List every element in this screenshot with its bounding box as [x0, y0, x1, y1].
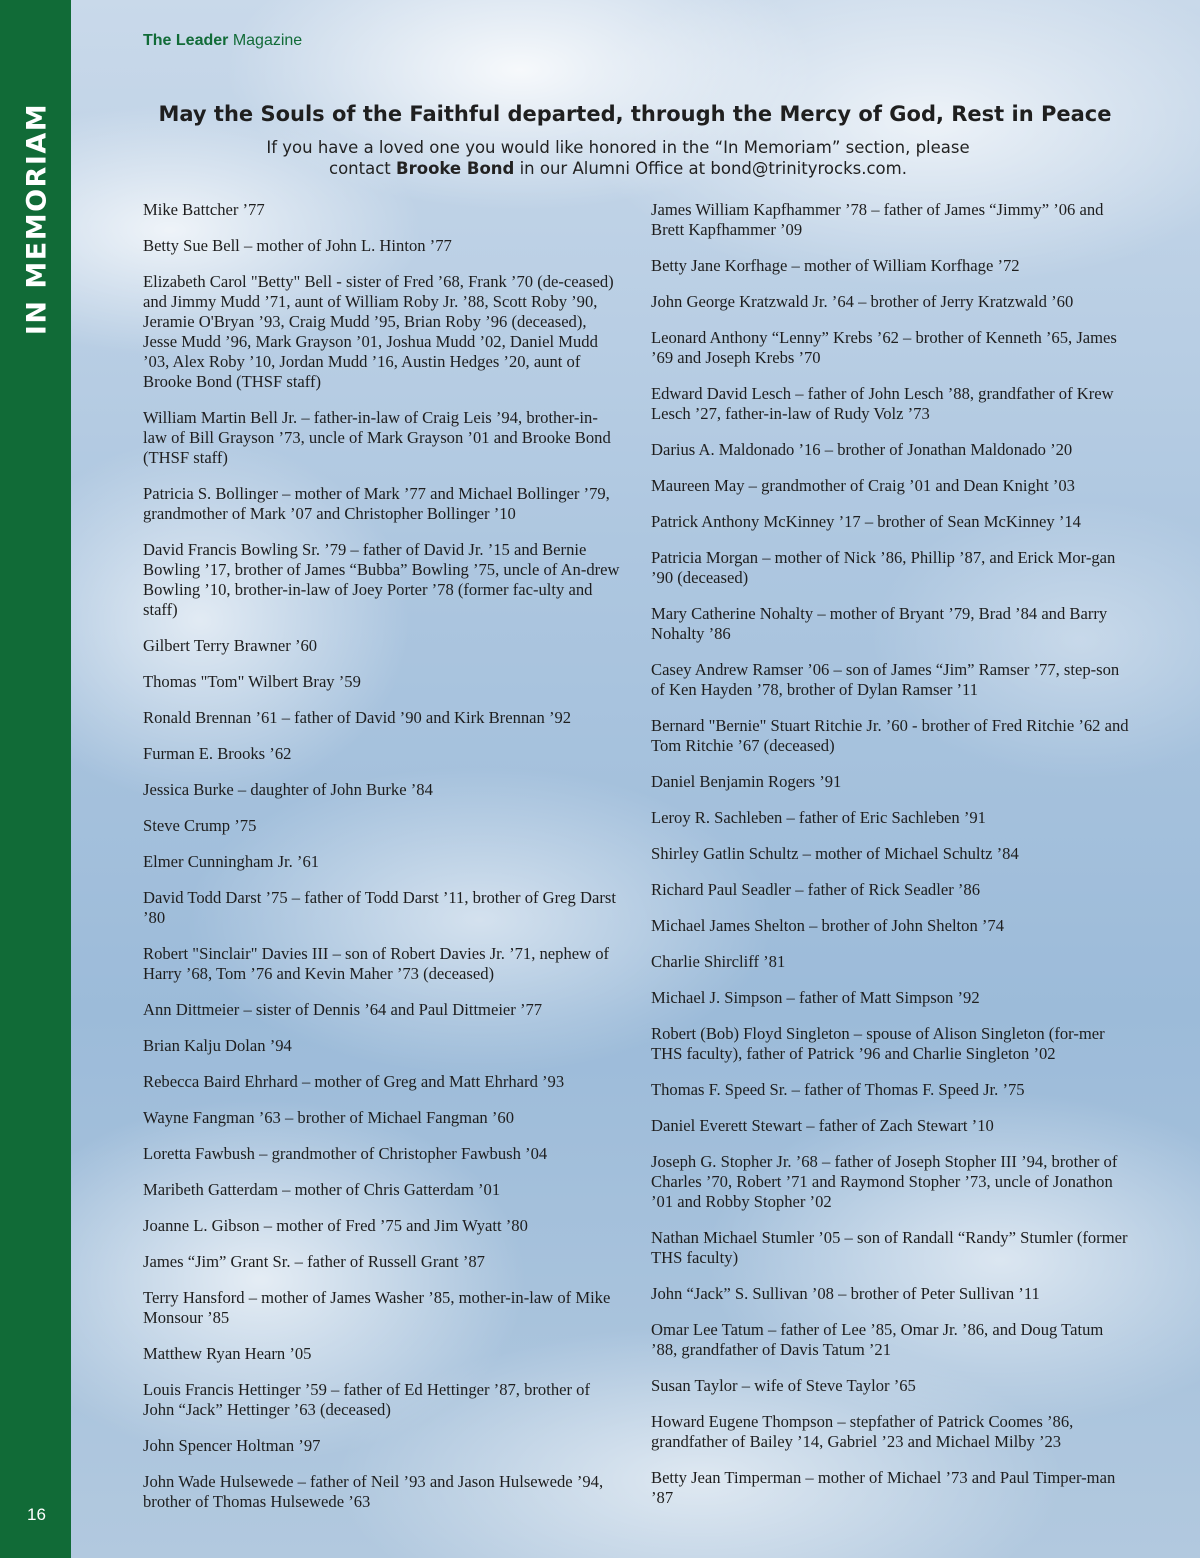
memorial-entry: Mike Battcher ’77 [143, 200, 265, 219]
memorial-entry: Brian Kalju Dolan ’94 [143, 1036, 292, 1055]
memorial-entry: Patricia S. Bollinger – mother of Mark ’77 and Michael Bollinger ’79, grandmother of Mark ’07 and Christopher Bollinger ’10 [143, 484, 610, 523]
memorial-entry: Charlie Shircliff ’81 [651, 952, 786, 971]
memorial-entry: Nathan Michael Stumler ’05 – son of Randall “Randy” Stumler (former THS faculty) [651, 1228, 1128, 1267]
memorial-entry: Maribeth Gatterdam – mother of Chris Gatterdam ’01 [143, 1180, 501, 1199]
memorial-entry: John George Kratzwald Jr. ’64 – brother of Jerry Kratzwald ’60 [651, 292, 1074, 311]
contact-name: Brooke Bond [396, 159, 515, 178]
memorial-entry: Michael James Shelton – brother of John Shelton ’74 [651, 916, 1005, 935]
memorial-entry: Patricia Morgan – mother of Nick ’86, Phillip ’87, and Erick Mor-gan ’90 (deceased) [651, 548, 1116, 587]
memorial-entry: Maureen May – grandmother of Craig ’01 and Dean Knight ’03 [651, 476, 1075, 495]
memorial-list-right [651, 200, 1129, 1524]
intro-line: If you have a loved one you would like honored in the “In Memoriam” section, please [266, 138, 970, 157]
memorial-list-left [143, 200, 621, 1528]
intro-contact-suffix: in our Alumni Office at bond@trinityrocks.com. [519, 159, 907, 178]
intro-paragraph [168, 137, 1068, 179]
memorial-entry: Thomas F. Speed Sr. – father of Thomas F. Speed Jr. ’75 [651, 1080, 1025, 1099]
memorial-entry: Steve Crump ’75 [143, 816, 257, 835]
memorial-entry: Michael J. Simpson – father of Matt Simpson ’92 [651, 988, 980, 1007]
memorial-entry: Joseph G. Stopher Jr. ’68 – father of Joseph Stopher III ’94, brother of Charles ’70, Robert ’71 and Raymond Stopher ’73, uncle of Jonathon ’01 and Robby Stopher ’02 [651, 1152, 1118, 1211]
memorial-entry: Edward David Lesch – father of John Lesch ’88, grandfather of Krew Lesch ’27, father-in-law of Rudy Volz ’73 [651, 384, 1114, 423]
intro-contact-prefix: contact [329, 159, 391, 178]
memorial-entry: John Spencer Holtman ’97 [143, 1436, 321, 1455]
magazine-label: Magazine [232, 32, 303, 49]
page-number: 16 [27, 1505, 46, 1524]
memorial-entry: Thomas "Tom" Wilbert Bray ’59 [143, 672, 361, 691]
memorial-entry: Gilbert Terry Brawner ’60 [143, 636, 318, 655]
memorial-entry: Patrick Anthony McKinney ’17 – brother of Sean McKinney ’14 [651, 512, 1081, 531]
memorial-entry: David Francis Bowling Sr. ’79 – father of David Jr. ’15 and Bernie Bowling ’17, brother of James “Bubba” Bowling ’75, uncle of An-drew Bowling ’10, brother-in-law of Joey Porter ’78 (former fac-ulty and staff) [143, 540, 620, 619]
memorial-entry: Terry Hansford – mother of James Washer ’85, mother-in-law of Mike Monsour ’85 [143, 1288, 611, 1327]
memorial-entry: Betty Jane Korfhage – mother of William Korfhage ’72 [651, 256, 1020, 275]
memorial-entry: William Martin Bell Jr. – father-in-law of Craig Leis ’94, brother-in-law of Bill Grayson ’73, uncle of Mark Grayson ’01 and Brooke Bond (THSF staff) [143, 408, 611, 467]
memorial-entry: Robert (Bob) Floyd Singleton – spouse of Alison Singleton (for-mer THS faculty), father of Patrick ’96 and Charlie Singleton ’02 [651, 1024, 1105, 1063]
memorial-entry: Rebecca Baird Ehrhard – mother of Greg and Matt Ehrhard ’93 [143, 1072, 565, 1091]
memorial-entry: Ann Dittmeier – sister of Dennis ’64 and Paul Dittmeier ’77 [143, 1000, 543, 1019]
memorial-entry: Bernard "Bernie" Stuart Ritchie Jr. ’60 - brother of Fred Ritchie ’62 and Tom Ritchie ’67 (deceased) [651, 716, 1129, 755]
memorial-entry: Shirley Gatlin Schultz – mother of Michael Schultz ’84 [651, 844, 1019, 863]
memorial-entry: Loretta Fawbush – grandmother of Christopher Fawbush ’04 [143, 1144, 548, 1163]
memorial-entry: Howard Eugene Thompson – stepfather of Patrick Coomes ’86, grandfather of Bailey ’14, Gabriel ’23 and Michael Milby ’23 [651, 1412, 1074, 1451]
memorial-entry: James “Jim” Grant Sr. – father of Russell Grant ’87 [143, 1252, 485, 1271]
memorial-entry: Betty Sue Bell – mother of John L. Hinton ’77 [143, 236, 452, 255]
memorial-entry: Louis Francis Hettinger ’59 – father of Ed Hettinger ’87, brother of John “Jack” Hettinger ’63 (deceased) [143, 1380, 590, 1419]
memorial-entry: Leonard Anthony “Lenny” Krebs ’62 – brother of Kenneth ’65, James ’69 and Joseph Krebs ’70 [651, 328, 1117, 367]
memorial-entry: James William Kapfhammer ’78 – father of James “Jimmy” ’06 and Brett Kapfhammer ’09 [651, 200, 1104, 239]
memorial-entry: Joanne L. Gibson – mother of Fred ’75 and Jim Wyatt ’80 [143, 1216, 528, 1235]
memorial-entry: Leroy R. Sachleben – father of Eric Sachleben ’91 [651, 808, 986, 827]
memorial-entry: Furman E. Brooks ’62 [143, 744, 292, 763]
memorial-entry: Susan Taylor – wife of Steve Taylor ’65 [651, 1376, 916, 1395]
magazine-brand: The Leader [143, 32, 229, 49]
memorial-entry: Daniel Benjamin Rogers ’91 [651, 772, 842, 791]
memorial-entry: Mary Catherine Nohalty – mother of Bryant ’79, Brad ’84 and Barry Nohalty ’86 [651, 604, 1108, 643]
section-title: IN MEMORIAM [21, 102, 53, 336]
memorial-entry: Richard Paul Seadler – father of Rick Seadler ’86 [651, 880, 980, 899]
memorial-entry: Elizabeth Carol "Betty" Bell - sister of Fred ’68, Frank ’70 (de-ceased) and Jimmy Mudd ’71, aunt of William Roby Jr. ’88, Scott Roby ’90, Jeramie O'Bryan ’93, Craig Mudd ’95, Brian Roby ’96 (deceased), Jesse Mudd ’96, Mark Grayson ’01, Joshua Mudd ’02, Daniel Mudd ’03, Alex Roby ’10, Jordan Mudd ’16, Austin Hedges ’20, aunt of Brooke Bond (THSF staff) [143, 272, 614, 391]
memorial-entry: John “Jack” S. Sullivan ’08 – brother of Peter Sullivan ’11 [651, 1284, 1040, 1303]
memorial-entry: Matthew Ryan Hearn ’05 [143, 1344, 312, 1363]
memorial-entry: Robert "Sinclair" Davies III – son of Robert Davies Jr. ’71, nephew of Harry ’68, Tom ’76 and Kevin Maher ’73 (deceased) [143, 944, 610, 983]
memorial-entry: Elmer Cunningham Jr. ’61 [143, 852, 320, 871]
memorial-entry: Jessica Burke – daughter of John Burke ’84 [143, 780, 433, 799]
memorial-entry: Darius A. Maldonado ’16 – brother of Jonathan Maldonado ’20 [651, 440, 1073, 459]
memorial-entry: Wayne Fangman ’63 – brother of Michael Fangman ’60 [143, 1108, 515, 1127]
memorial-entry: John Wade Hulsewede – father of Neil ’93 and Jason Hulsewede ’94, brother of Thomas Hulsewede ’63 [143, 1472, 604, 1511]
memorial-entry: David Todd Darst ’75 – father of Todd Darst ’11, brother of Greg Darst ’80 [143, 888, 616, 927]
memorial-entry: Daniel Everett Stewart – father of Zach Stewart ’10 [651, 1116, 994, 1135]
memorial-entry: Casey Andrew Ramser ’06 – son of James “Jim” Ramser ’77, step-son of Ken Hayden ’78, brother of Dylan Ramser ’11 [651, 660, 1120, 699]
memorial-entry: Betty Jean Timperman – mother of Michael ’73 and Paul Timper-man ’87 [651, 1468, 1116, 1507]
magazine-running-head [143, 32, 302, 50]
memorial-entry: Omar Lee Tatum – father of Lee ’85, Omar Jr. ’86, and Doug Tatum ’88, grandfather of Davis Tatum ’21 [651, 1320, 1104, 1359]
page-headline: May the Souls of the Faithful departed, through the Mercy of God, Rest in Peace [158, 102, 1112, 126]
section-sidebar [0, 0, 71, 1558]
memorial-entry: Ronald Brennan ’61 – father of David ’90 and Kirk Brennan ’92 [143, 708, 572, 727]
